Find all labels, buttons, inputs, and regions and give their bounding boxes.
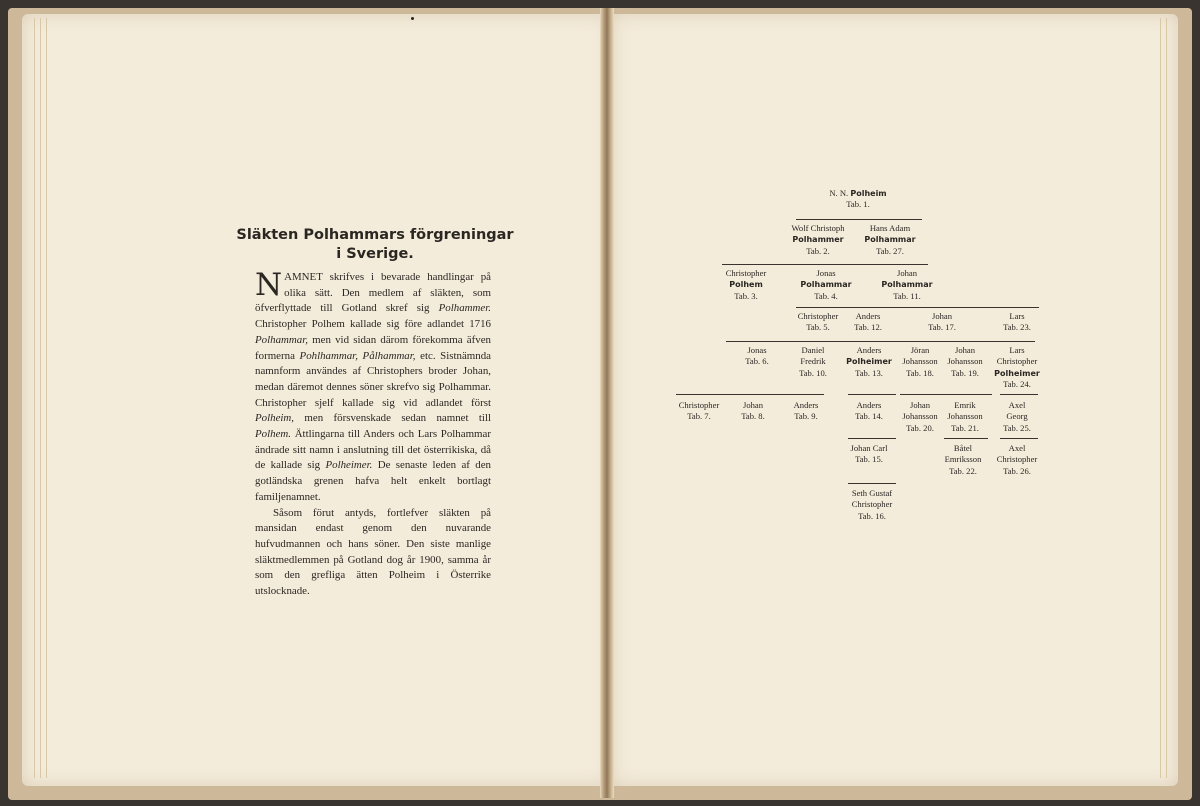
tree-node: Båtel Emriksson Tab. 22. — [944, 443, 982, 476]
tree-node: Axel Georg Tab. 25. — [1003, 400, 1031, 433]
tree-node: Johan Johansson Tab. 19. — [947, 345, 983, 378]
tree-node: Seth Gustaf Christopher Tab. 16. — [851, 488, 893, 521]
page-edge — [1166, 18, 1167, 778]
paragraph: NAMNET skrifves i bevarade handlingar på olika sätt. Den medlem af släkten, som öfverflyttade till Gotland skref sig Polhammer. Christopher Polhem kallade sig före adlandet 1716 Polhammar, men vid sidan därom förekomma äfven formerna Pohlhammar, Pålhammar, etc. Sistnämnda namnform användes af Christophers broder Johan, medan däremot dennes söner skrefvo sig Polhammar. Christopher sjelf kallade sig vid adlandet först Polheim, men försvenskade sedan namnet till Polhem. Ättlingarna till Anders och Lars Polhammar ändrade sitt namn i anslutning till det österrikiska, då de kallade sig Polheimer. De senaste leden af den gotländska grenen hafva helt enkelt bortlagt familjenamnet. — [255, 267, 492, 503]
title-line: Släkten Polhammars förgreningar — [236, 227, 514, 243]
tree-node: Jonas Tab. 6. — [745, 345, 769, 367]
page-edge — [34, 18, 35, 778]
page-edge — [46, 18, 47, 778]
tree-node: Lars Tab. 23. — [1003, 311, 1031, 333]
body-text — [255, 267, 492, 600]
right-page — [612, 14, 1178, 786]
tree-node: Johan Polhammar Tab. 11. — [881, 268, 933, 301]
tree-node: Lars Christopher Polheimer Tab. 24. — [994, 345, 1040, 390]
tree-node: Anders Tab. 9. — [793, 400, 819, 422]
tree-node: Christopher Tab. 5. — [797, 311, 839, 333]
tree-node: Jonas Polhammar Tab. 4. — [800, 268, 852, 301]
drop-cap: N — [255, 267, 283, 303]
tree-node: N. N. Polheim Tab. 1. — [829, 188, 887, 210]
tree-node: Wolf Christoph Polhammer Tab. 2. — [791, 223, 845, 256]
page-edge — [40, 18, 41, 778]
tree-node: Johan Tab. 8. — [741, 400, 765, 422]
tree-node: Jöran Johansson Tab. 18. — [902, 345, 938, 378]
tree-node: Christopher Tab. 7. — [678, 400, 720, 422]
tree-node: Anders Polheimer Tab. 13. — [846, 345, 892, 378]
book-gutter — [600, 8, 614, 798]
tree-node: Anders Tab. 14. — [855, 400, 883, 422]
title-line: i Sverige. — [336, 246, 414, 262]
tree-node: Emrik Johansson Tab. 21. — [947, 400, 983, 433]
page-edge — [1160, 18, 1161, 778]
page-title — [230, 226, 520, 264]
tree-node: Daniel Fredrik Tab. 10. — [799, 345, 827, 378]
tree-node: Axel Christopher Tab. 26. — [996, 443, 1038, 476]
tree-node: Christopher Polhem Tab. 3. — [725, 268, 767, 301]
tree-node: Hans Adam Polhammar Tab. 27. — [864, 223, 916, 256]
tree-node: Johan Tab. 17. — [928, 311, 956, 333]
tree-node: Johan Johansson Tab. 20. — [902, 400, 938, 433]
paragraph: Såsom förut antyds, fortlefver släkten på mansidan endast genom den nuvarande hufvudmannen och hans söner. Den siste manlige släktmedlemmen på Gotland dog år 1900, samma år som den grefliga ätten Polheim i Österrike utslocknade. — [255, 506, 491, 598]
tree-node: Johan Carl Tab. 15. — [850, 443, 888, 465]
tree-node: Anders Tab. 12. — [854, 311, 882, 333]
